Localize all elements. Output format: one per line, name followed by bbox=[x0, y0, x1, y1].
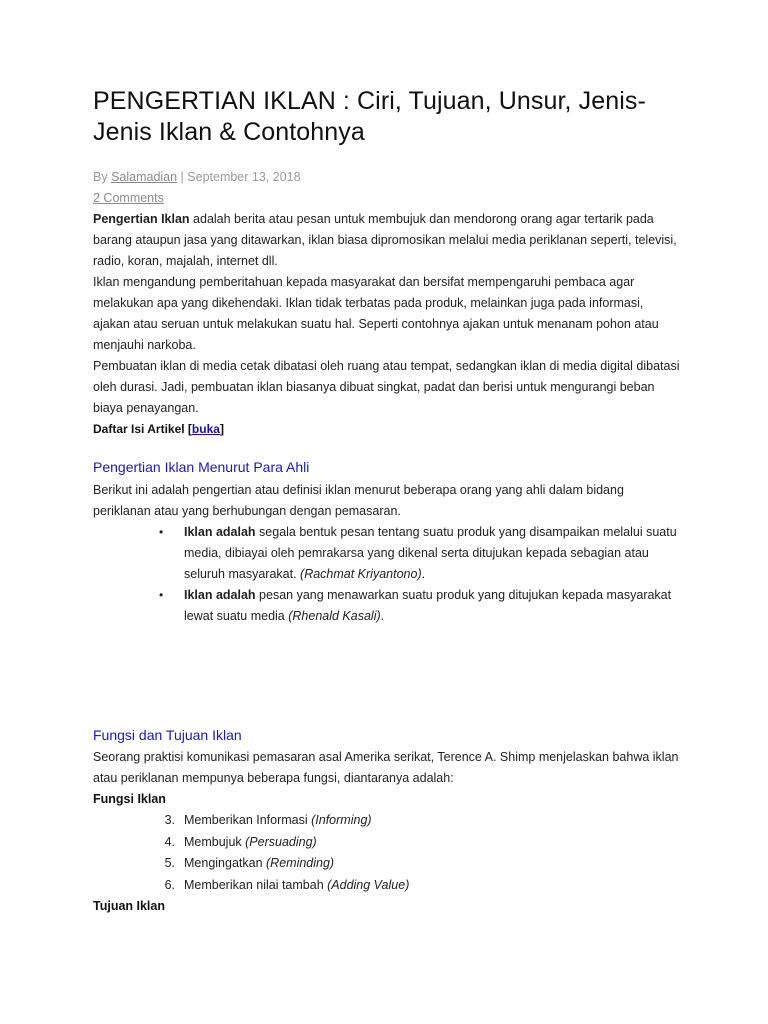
definition-text: segala bentuk pesan tentang suatu produk yang disampaikan melalui suatu media, dibiayai oleh pemrakarsa yang dikenal serta ditujukan kepada sebagian atau seluruh masyarakat. bbox=[184, 525, 677, 581]
page-title: PENGERTIAN IKLAN : Ciri, Tujuan, Unsur, Jenis-Jenis Iklan & Contohnya bbox=[93, 87, 646, 146]
function-text: Memberikan Informasi bbox=[184, 813, 312, 827]
section-heading-functions: Fungsi dan Tujuan Iklan bbox=[93, 727, 242, 743]
bullet-icon: • bbox=[159, 588, 164, 602]
section-heading-definitions: Pengertian Iklan Menurut Para Ahli bbox=[93, 459, 310, 475]
list-item bbox=[93, 832, 683, 854]
table-of-contents bbox=[93, 419, 683, 440]
bullet-icon: • bbox=[159, 525, 164, 539]
comments-line bbox=[93, 188, 683, 209]
functions-list bbox=[93, 810, 683, 896]
function-text: Membujuk bbox=[184, 834, 246, 849]
toc-close-bracket: ] bbox=[219, 422, 224, 436]
definition-source: (Rachmat Kriyantono) bbox=[300, 567, 422, 581]
intro-paragraph-1 bbox=[93, 209, 683, 272]
post-date: September 13, 2018 bbox=[187, 170, 301, 184]
list-item bbox=[93, 522, 683, 585]
meta-separator: | bbox=[177, 170, 188, 184]
function-text: Mengingatkan bbox=[184, 856, 267, 870]
definition-end: . bbox=[421, 567, 426, 581]
by-prefix: By bbox=[93, 170, 112, 184]
intro-text-1: adalah berita atau pesan untuk membujuk dan mendorong orang agar tertarik pada barang ataupun jasa yang ditawarkan, iklan biasa dipromosikan melalui media periklanan seperti, televisi, radio, koran, majalah, internet dll. bbox=[93, 212, 677, 268]
function-english: (Adding Value) bbox=[327, 877, 410, 892]
post-meta bbox=[93, 167, 683, 188]
intro-paragraph-2: Iklan mengandung pemberitahuan kepada masyarakat dan bersifat mempengaruhi pembaca agar melakukan apa yang dikehendaki. Iklan tidak terbatas pada produk, melainkan juga pada informasi, ajakan atau seruan untuk melakukan suatu hal. Seperti contohnya ajakan untuk menanam pohon atau menjauhi narkoba. bbox=[93, 275, 659, 352]
list-number: 3. bbox=[164, 813, 175, 827]
comments-link[interactable]: 2 Comments bbox=[93, 191, 164, 205]
definitions-intro: Berikut ini adalah pengertian atau definisi iklan menurut beberapa orang yang ahli dalam bidang periklanan atau yang berhubungan dengan pemasaran. bbox=[93, 483, 624, 518]
list-item bbox=[93, 875, 683, 897]
list-item bbox=[93, 810, 683, 832]
definition-text: pesan yang menawarkan suatu produk yang ditujukan kepada masyarakat lewat suatu media bbox=[184, 588, 672, 623]
function-text: Memberikan nilai tambah bbox=[184, 877, 328, 892]
definition-term: Iklan adalah bbox=[184, 525, 256, 539]
toc-label: Daftar Isi Artikel [ bbox=[93, 422, 192, 436]
list-item bbox=[93, 853, 683, 875]
toc-toggle-link[interactable]: buka bbox=[191, 422, 220, 436]
intro-bold-term: Pengertian Iklan bbox=[93, 212, 190, 226]
functions-intro: Seorang praktisi komunikasi pemasaran asal Amerika serikat, Terence A. Shimp menjelaskan bahwa iklan atau periklanan mempunya beberapa fungsi, diantaranya adalah: bbox=[93, 750, 679, 785]
definitions-list bbox=[93, 522, 683, 627]
definition-source: (Rhenald Kasali) bbox=[288, 609, 381, 623]
article bbox=[93, 86, 683, 917]
list-number: 4. bbox=[164, 834, 175, 849]
functions-label: Fungsi Iklan bbox=[93, 792, 166, 806]
function-english: (Reminding) bbox=[266, 856, 335, 870]
function-english: (Persuading) bbox=[245, 834, 317, 849]
definition-term: Iklan adalah bbox=[184, 588, 256, 602]
function-english: (Informing) bbox=[311, 813, 372, 827]
list-number: 5. bbox=[164, 856, 175, 870]
author-link[interactable]: Salamadian bbox=[111, 170, 178, 184]
list-item bbox=[93, 585, 683, 627]
intro-paragraph-3: Pembuatan iklan di media cetak dibatasi oleh ruang atau tempat, sedangkan iklan di media digital dibatasi oleh durasi. Jadi, pembuatan iklan biasanya dibuat singkat, padat dan berisi untuk mengurangi beban biaya penayangan. bbox=[93, 359, 680, 415]
list-number: 6. bbox=[164, 877, 175, 892]
definition-end: . bbox=[380, 609, 385, 623]
goals-label: Tujuan Iklan bbox=[93, 899, 165, 913]
